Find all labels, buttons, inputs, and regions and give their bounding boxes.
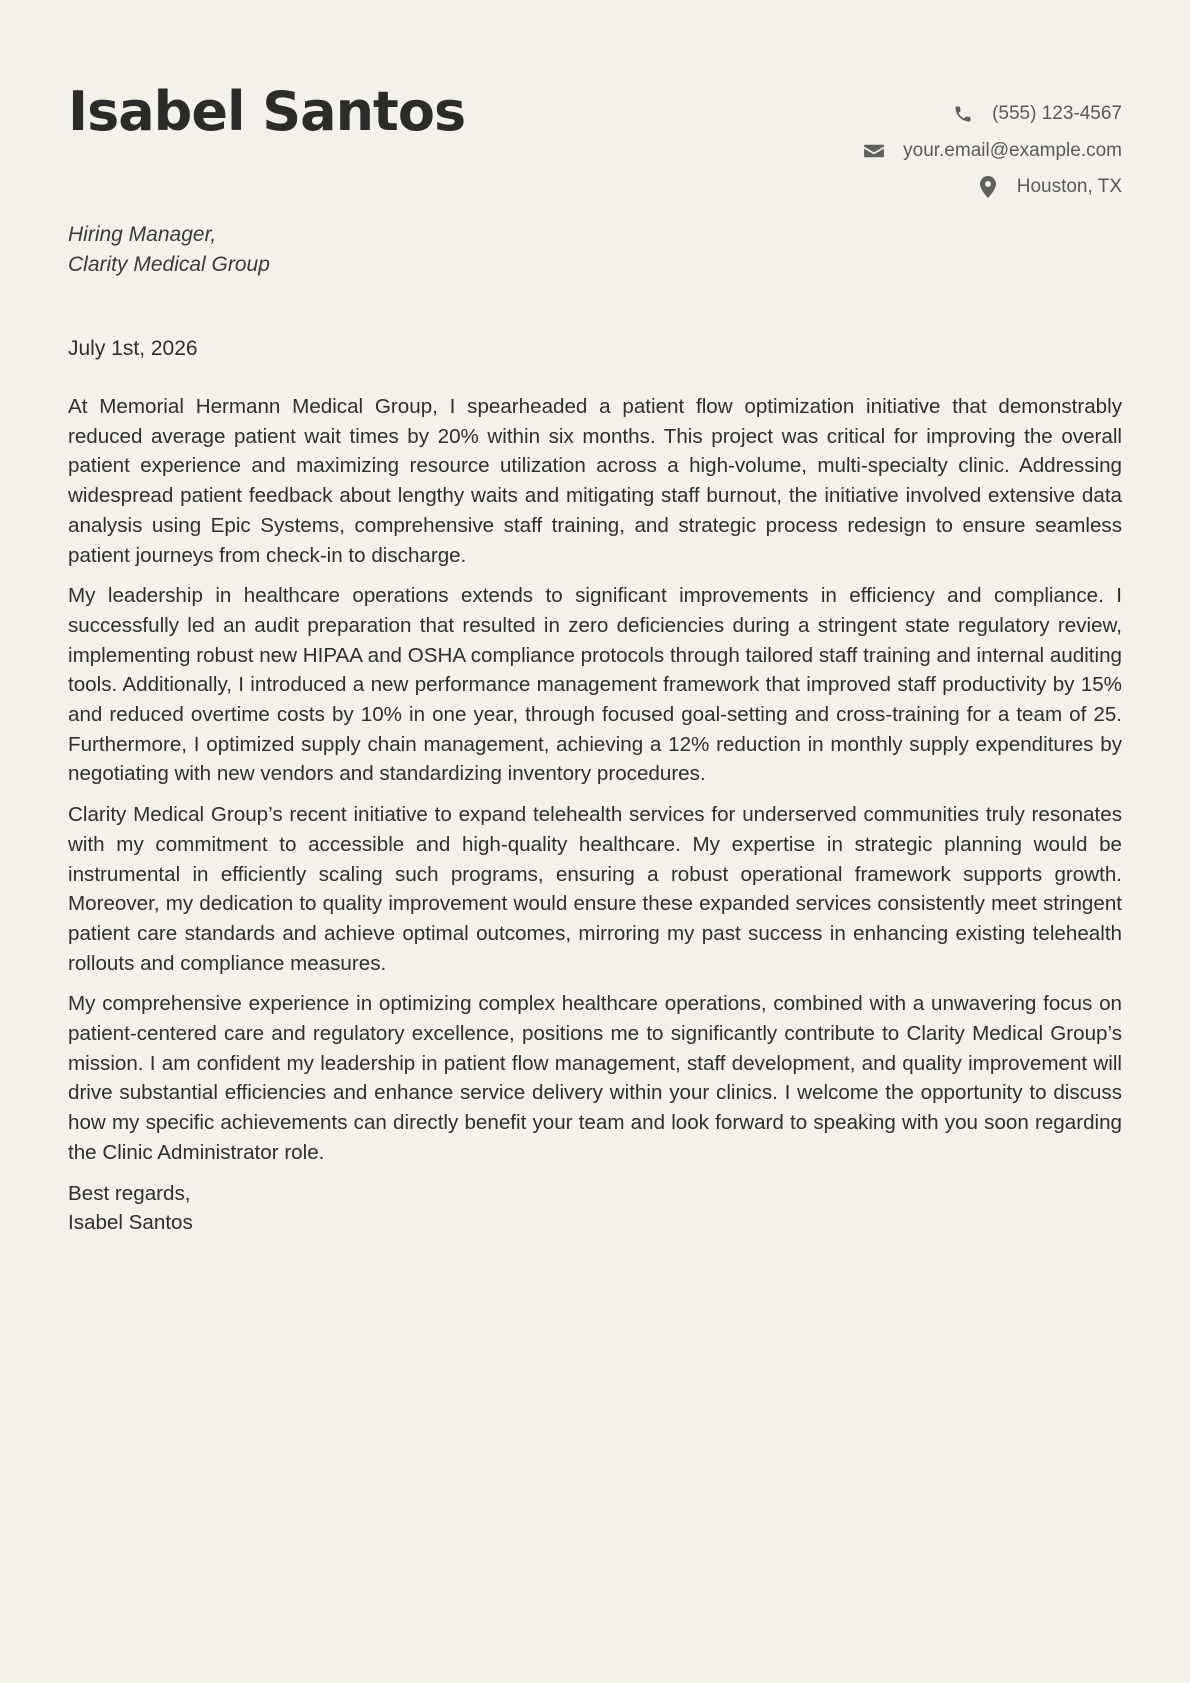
phone-icon: [952, 103, 974, 125]
body-paragraph: My leadership in healthcare operations extends to significant improvements in efficiency and compliance. I successfully led an audit preparation that resulted in zero deficiencies during a stringent state regulatory review, implementing robust new HIPAA and OSHA compliance protocols through tailored staff training and internal auditing tools. Additionally, I introduced a new performance management framework that improved staff productivity by 15% and reduced overtime costs by 10% in one year, through focused goal-setting and cross-training for a team of 25. Furthermore, I optimized supply chain management, achieving a 12% reduction in monthly supply expenditures by negotiating with new vendors and standardizing inventory procedures.: [68, 584, 1122, 786]
recipient-company: Clarity Medical Group: [68, 253, 270, 276]
letter-closing: [68, 1179, 1122, 1238]
contact-email: [863, 133, 1122, 170]
letter-body: [68, 392, 1122, 1168]
email-address: your.email@example.com: [903, 139, 1122, 161]
closing-signature: Isabel Santos: [68, 1211, 193, 1235]
closing-salutation: Best regards,: [68, 1181, 191, 1205]
recipient-title: Hiring Manager,: [68, 223, 217, 246]
body-paragraph: Clarity Medical Group’s recent initiative to expand telehealth services for underserved communities truly resonates with my commitment to accessible and high-quality healthcare. My expertise in strategic planning would be instrumental in efficiently scaling such programs, ensuring a robust operational framework supports growth. Moreover, my dedication to quality improvement would ensure these expanded services consistently meet stringent patient care standards and achieve optimal outcomes, mirroring my past success in enhancing existing telehealth rollouts and compliance measures.: [68, 803, 1122, 975]
contact-phone: [863, 96, 1122, 133]
envelope-icon: [863, 140, 885, 162]
body-paragraph: My comprehensive experience in optimizing complex healthcare operations, combined with a unwavering focus on patient-centered care and regulatory excellence, positions me to significantly contribute to Clarity Medical Group’s mission. I am confident my leadership in patient flow management, staff development, and quality improvement will drive substantial efficiencies and enhance service delivery within your clinics. I welcome the opportunity to discuss how my specific achievements can directly benefit your team and look forward to speaking with you soon regarding the Clinic Administrator role.: [68, 992, 1122, 1164]
location-text: Houston, TX: [1016, 176, 1122, 198]
contact-location: [863, 169, 1122, 206]
map-pin-icon: [977, 176, 999, 198]
recipient-block: [68, 220, 1122, 280]
phone-number: (555) 123-4567: [992, 103, 1122, 125]
letter-date: July 1st, 2026: [68, 337, 198, 360]
contact-info: [863, 96, 1122, 206]
applicant-name: Isabel Santos: [68, 80, 466, 143]
body-paragraph: At Memorial Hermann Medical Group, I spearheaded a patient flow optimization initiative that demonstrably reduced average patient wait times by 20% within six months. This project was critical for improving the overall patient experience and maximizing resource utilization across a high-volume, multi-specialty clinic. Addressing widespread patient feedback about lengthy waits and mitigating staff burnout, the initiative involved extensive data analysis using Epic Systems, comprehensive staff training, and strategic process redesign to ensure seamless patient journeys from check-in to discharge.: [68, 395, 1122, 567]
letter-header: [68, 0, 1122, 206]
